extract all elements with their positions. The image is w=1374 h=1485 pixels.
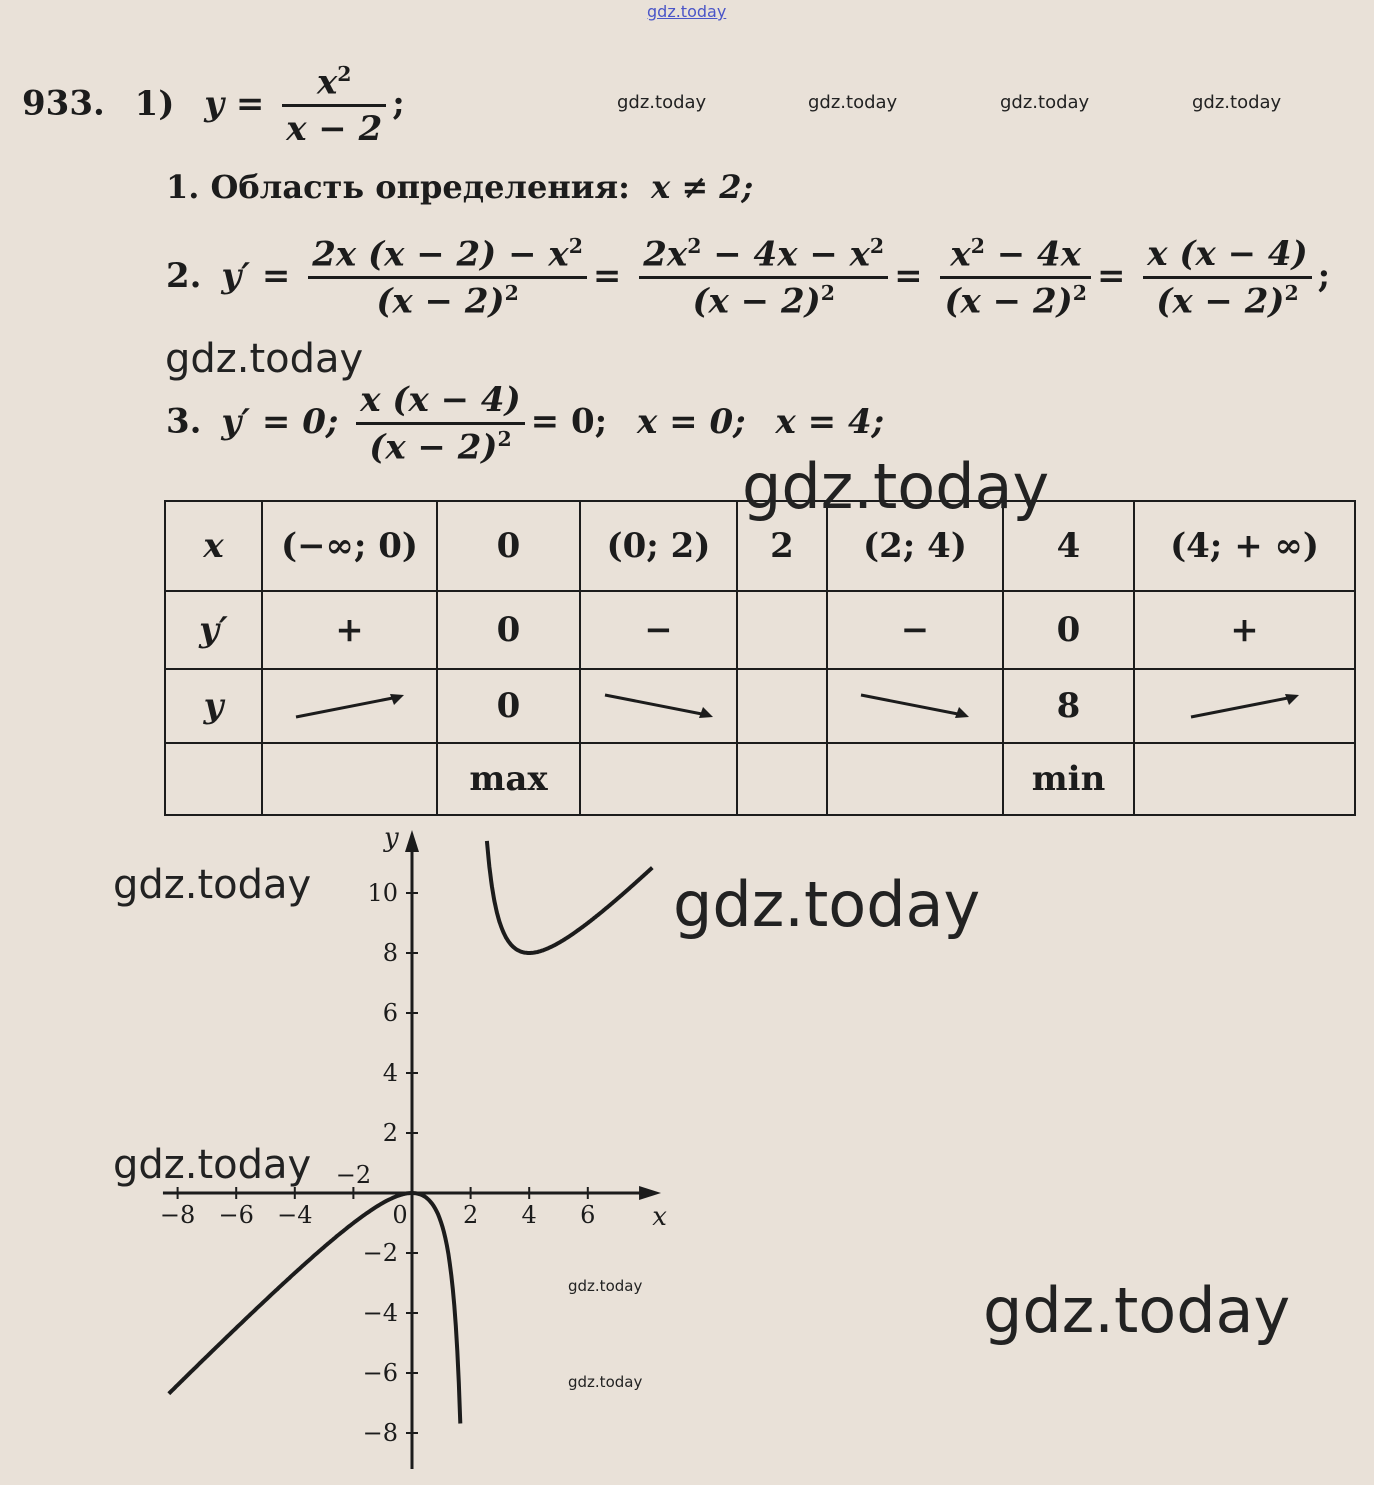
cell: 0 [437, 591, 580, 669]
num: x [316, 62, 338, 103]
num: x [950, 234, 971, 275]
den: (x − 2) [376, 281, 505, 322]
fraction-4 [1143, 234, 1311, 321]
cell: 2 [737, 501, 827, 591]
exp: 2 [504, 281, 519, 306]
cell [827, 669, 1003, 743]
step-2-lhs: y′ = [221, 255, 291, 296]
semicolon: ; [392, 83, 405, 124]
exp: 2 [687, 234, 702, 258]
x-tick-label: −8 [159, 1201, 196, 1229]
cell [737, 743, 827, 815]
y-tick-label: 8 [382, 939, 398, 967]
x-axis-arrow [639, 1186, 661, 1200]
y-tick-label: 4 [382, 1059, 398, 1087]
step-1-label: 1. Область определения: [166, 168, 630, 206]
cell [580, 669, 737, 743]
cell [1134, 669, 1355, 743]
step-3-c: x = 0; [637, 401, 746, 442]
y-tick-label: −2 [362, 1239, 398, 1267]
y-tick-label: −8 [362, 1419, 398, 1447]
cell: 0 [437, 501, 580, 591]
cell: (−∞; 0) [262, 501, 437, 591]
problem-fraction [282, 62, 386, 149]
cell: (2; 4) [827, 501, 1003, 591]
step-2-label: 2. [166, 255, 202, 296]
fraction-1 [308, 234, 587, 322]
y-tick-label: −6 [362, 1359, 398, 1387]
cell: (4; + ∞) [1134, 501, 1355, 591]
cell [737, 669, 827, 743]
step-3-d: x = 4; [775, 401, 885, 442]
watermark-top[interactable]: gdz.today [647, 2, 727, 21]
cell: + [262, 591, 437, 669]
num: 2x [643, 234, 688, 275]
cell: 0 [1003, 591, 1134, 669]
cell: − [827, 591, 1003, 669]
watermark: gdz.today [742, 450, 1050, 523]
step-1 [166, 168, 753, 206]
cell [1134, 743, 1355, 815]
x-tick-label: 2 [462, 1201, 479, 1229]
arrow-up-right-icon [1185, 691, 1305, 721]
num: x (x − 4) [1147, 234, 1308, 275]
y-tick-label: 6 [382, 999, 398, 1027]
table-row-extrema [165, 743, 1355, 815]
watermark: gdz.today [617, 92, 707, 113]
step-3-label: 3. [166, 401, 202, 442]
watermark: gdz.today [568, 1277, 643, 1295]
watermark: gdz.today [165, 336, 364, 382]
step-3-a: y′ = 0; [221, 401, 339, 442]
watermark: gdz.today [983, 1274, 1291, 1347]
exp: 2 [337, 62, 352, 86]
fraction-3 [940, 234, 1090, 322]
num: − 4x [984, 234, 1081, 275]
cell [262, 669, 437, 743]
table-row-function [165, 669, 1355, 743]
equals: = [894, 255, 923, 296]
y-axis-arrow [405, 830, 419, 852]
cell: (0; 2) [580, 501, 737, 591]
num: − 4x − x [701, 234, 870, 275]
arrow-down-right-icon [599, 691, 719, 721]
semicolon: ; [1317, 255, 1331, 296]
equals: = [1096, 255, 1126, 296]
y-tick-label: 2 [382, 1119, 398, 1147]
cell [165, 743, 262, 815]
arrow-up-right-icon [290, 691, 410, 721]
step-1-condition: x ≠ 2; [651, 168, 754, 206]
y-tick-label: −4 [362, 1299, 398, 1327]
watermark: gdz.today [1192, 92, 1282, 113]
sign-table [164, 500, 1356, 816]
arrow-down-right-icon [855, 691, 975, 721]
den: x − 2 [286, 109, 383, 150]
problem-number: 933. [22, 83, 105, 124]
cell-y-prime: y′ [165, 591, 262, 669]
cell [580, 743, 737, 815]
y-axis-label: y [384, 830, 399, 853]
curve-right-branch [487, 841, 652, 953]
den: (x − 2) [1156, 281, 1285, 322]
problem-line [22, 62, 405, 149]
num: x (x − 4) [360, 380, 521, 420]
curve-left-branch [169, 1193, 461, 1424]
den: (x − 2) [944, 281, 1073, 322]
exp: 2 [869, 234, 885, 258]
x-tick-label: 4 [521, 1201, 537, 1229]
exp: 2 [1284, 281, 1299, 306]
x-tick-label: −2 [335, 1161, 372, 1189]
den: (x − 2) [692, 281, 821, 322]
x-tick-label: 6 [580, 1201, 596, 1229]
num: 2x (x − 2) − x [312, 234, 569, 275]
cell [737, 591, 827, 669]
cell: 8 [1003, 669, 1134, 743]
watermark: gdz.today [568, 1373, 643, 1391]
exp: 2 [1072, 281, 1087, 306]
cell-max: max [437, 743, 580, 815]
cell-y: y [165, 669, 262, 743]
equals: = [592, 255, 622, 296]
table-row-derivative [165, 591, 1355, 669]
x-axis-label: x [652, 1202, 667, 1232]
watermark: gdz.today [673, 868, 981, 941]
exp: 2 [970, 234, 985, 258]
den: (x − 2) [369, 427, 498, 468]
step-3-b: = 0; [530, 401, 608, 442]
cell: + [1134, 591, 1355, 669]
watermark: gdz.today [113, 1142, 312, 1188]
fraction-5 [356, 380, 524, 467]
watermark: gdz.today [113, 862, 312, 908]
problem-part: 1) [134, 83, 175, 124]
cell: 4 [1003, 501, 1134, 591]
x-tick-label: −6 [218, 1201, 254, 1229]
cell-x: x [165, 501, 262, 591]
x-tick-label: 0 [392, 1201, 408, 1229]
cell-min: min [1003, 743, 1134, 815]
problem-lhs: y = [204, 83, 265, 124]
watermark: gdz.today [1000, 92, 1090, 113]
cell: − [580, 591, 737, 669]
x-tick-label: −4 [277, 1201, 313, 1229]
fraction-2 [639, 234, 888, 322]
cell [827, 743, 1003, 815]
exp: 2 [568, 234, 583, 258]
cell: 0 [437, 669, 580, 743]
watermark: gdz.today [808, 92, 898, 113]
cell [262, 743, 437, 815]
exp: 2 [497, 427, 512, 451]
step-2 [166, 234, 1330, 322]
y-tick-label: 10 [367, 879, 398, 907]
exp: 2 [820, 281, 835, 306]
